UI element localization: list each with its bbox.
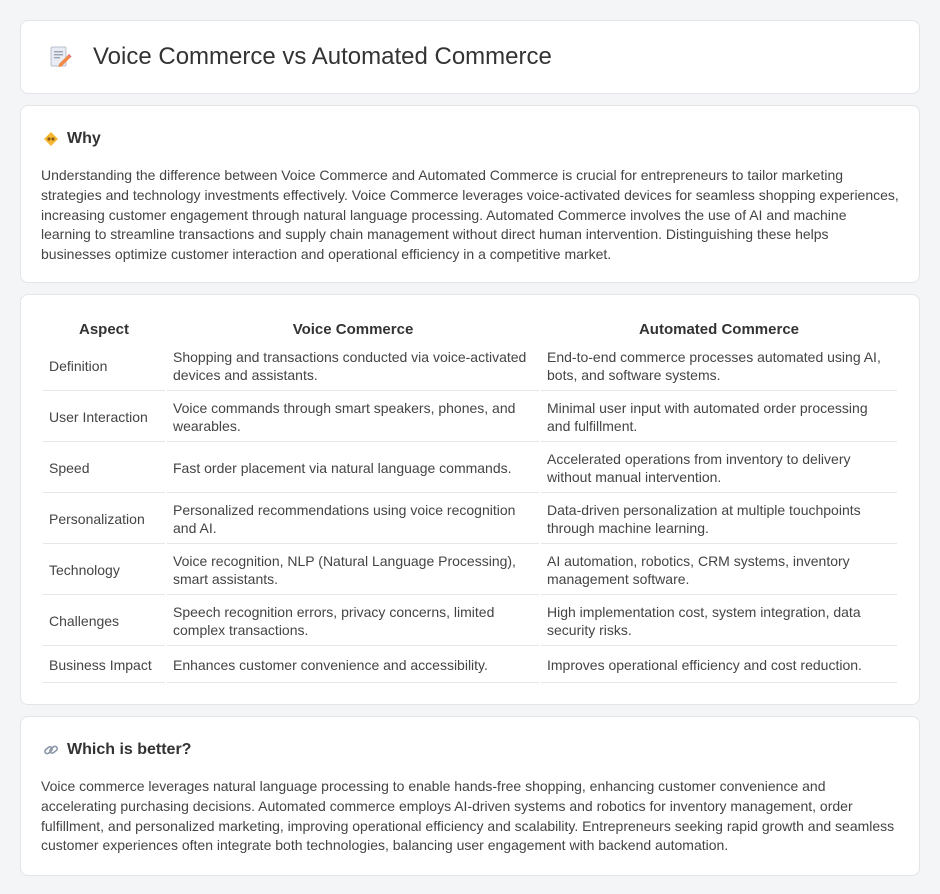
cell-voice-commerce: Voice recognition, NLP (Natural Language Processing), smart assistants. <box>167 546 539 595</box>
comparison-table <box>41 315 899 685</box>
header-voice-commerce: Voice Commerce <box>292 321 414 338</box>
why-title: Why <box>67 130 101 147</box>
cell-automated-commerce: Data-driven personalization at multiple touchpoints through machine learning. <box>541 495 897 544</box>
cell-aspect: Definition <box>43 342 165 391</box>
table-row <box>43 648 897 683</box>
cell-aspect: Technology <box>43 546 165 595</box>
cell-aspect: User Interaction <box>43 393 165 442</box>
cell-voice-commerce: Shopping and transactions conducted via voice-activated devices and assistants. <box>167 342 539 391</box>
cell-aspect: Speed <box>43 444 165 493</box>
document-pencil-icon <box>47 44 73 70</box>
table-row <box>43 342 897 391</box>
page-title: Voice Commerce vs Automated Commerce <box>93 43 552 70</box>
cell-automated-commerce: AI automation, robotics, CRM systems, inventory management software. <box>541 546 897 595</box>
cell-automated-commerce: High implementation cost, system integration, data security risks. <box>541 597 897 646</box>
table-row <box>43 546 897 595</box>
header-aspect: Aspect <box>78 321 130 338</box>
better-section <box>20 716 920 876</box>
table-header-row <box>43 317 897 340</box>
cell-aspect: Challenges <box>43 597 165 646</box>
why-section <box>20 105 920 283</box>
handshake-icon <box>43 131 59 147</box>
header-automated-commerce: Automated Commerce <box>638 321 800 338</box>
cell-voice-commerce: Fast order placement via natural language commands. <box>167 444 539 493</box>
cell-automated-commerce: End-to-end commerce processes automated using AI, bots, and software systems. <box>541 342 897 391</box>
cell-voice-commerce: Voice commands through smart speakers, phones, and wearables. <box>167 393 539 442</box>
table-row <box>43 393 897 442</box>
better-text: Voice commerce leverages natural language processing to enable hands-free shopping, enhancing customer convenience and accelerating purchasing decisions. Automated commerce employs AI-driven systems and robotics for inventory management, order fulfillment, and personalized marketing, improving operational efficiency and scalability. Entrepreneurs seeking rapid growth and seamless customer experiences often integrate both technologies, balancing user engagement with backend automation. <box>41 778 895 854</box>
why-text: Understanding the difference between Voice Commerce and Automated Commerce is crucial for entrepreneurs to tailor marketing strategies and technology investments effectively. Voice Commerce leverages voice-activated devices for seamless shopping experiences, increasing customer engagement through natural language processing. Automated Commerce involves the use of AI and machine learning to streamline transactions and supply chain management without direct human intervention. Distinguishing these helps businesses optimize customer interaction and operational efficiency in a competitive market. <box>41 167 899 263</box>
cell-aspect: Personalization <box>43 495 165 544</box>
header-card <box>20 20 920 94</box>
table-row <box>43 444 897 493</box>
table-row <box>43 495 897 544</box>
link-icon <box>43 742 59 758</box>
cell-automated-commerce: Accelerated operations from inventory to delivery without manual intervention. <box>541 444 897 493</box>
cell-automated-commerce: Minimal user input with automated order processing and fulfillment. <box>541 393 897 442</box>
comparison-table-card <box>20 294 920 705</box>
cell-automated-commerce: Improves operational efficiency and cost reduction. <box>541 648 897 683</box>
cell-aspect: Business Impact <box>43 648 165 683</box>
cell-voice-commerce: Speech recognition errors, privacy concerns, limited complex transactions. <box>167 597 539 646</box>
cell-voice-commerce: Personalized recommendations using voice recognition and AI. <box>167 495 539 544</box>
better-title: Which is better? <box>67 741 192 758</box>
cell-voice-commerce: Enhances customer convenience and accessibility. <box>167 648 539 683</box>
table-row <box>43 597 897 646</box>
